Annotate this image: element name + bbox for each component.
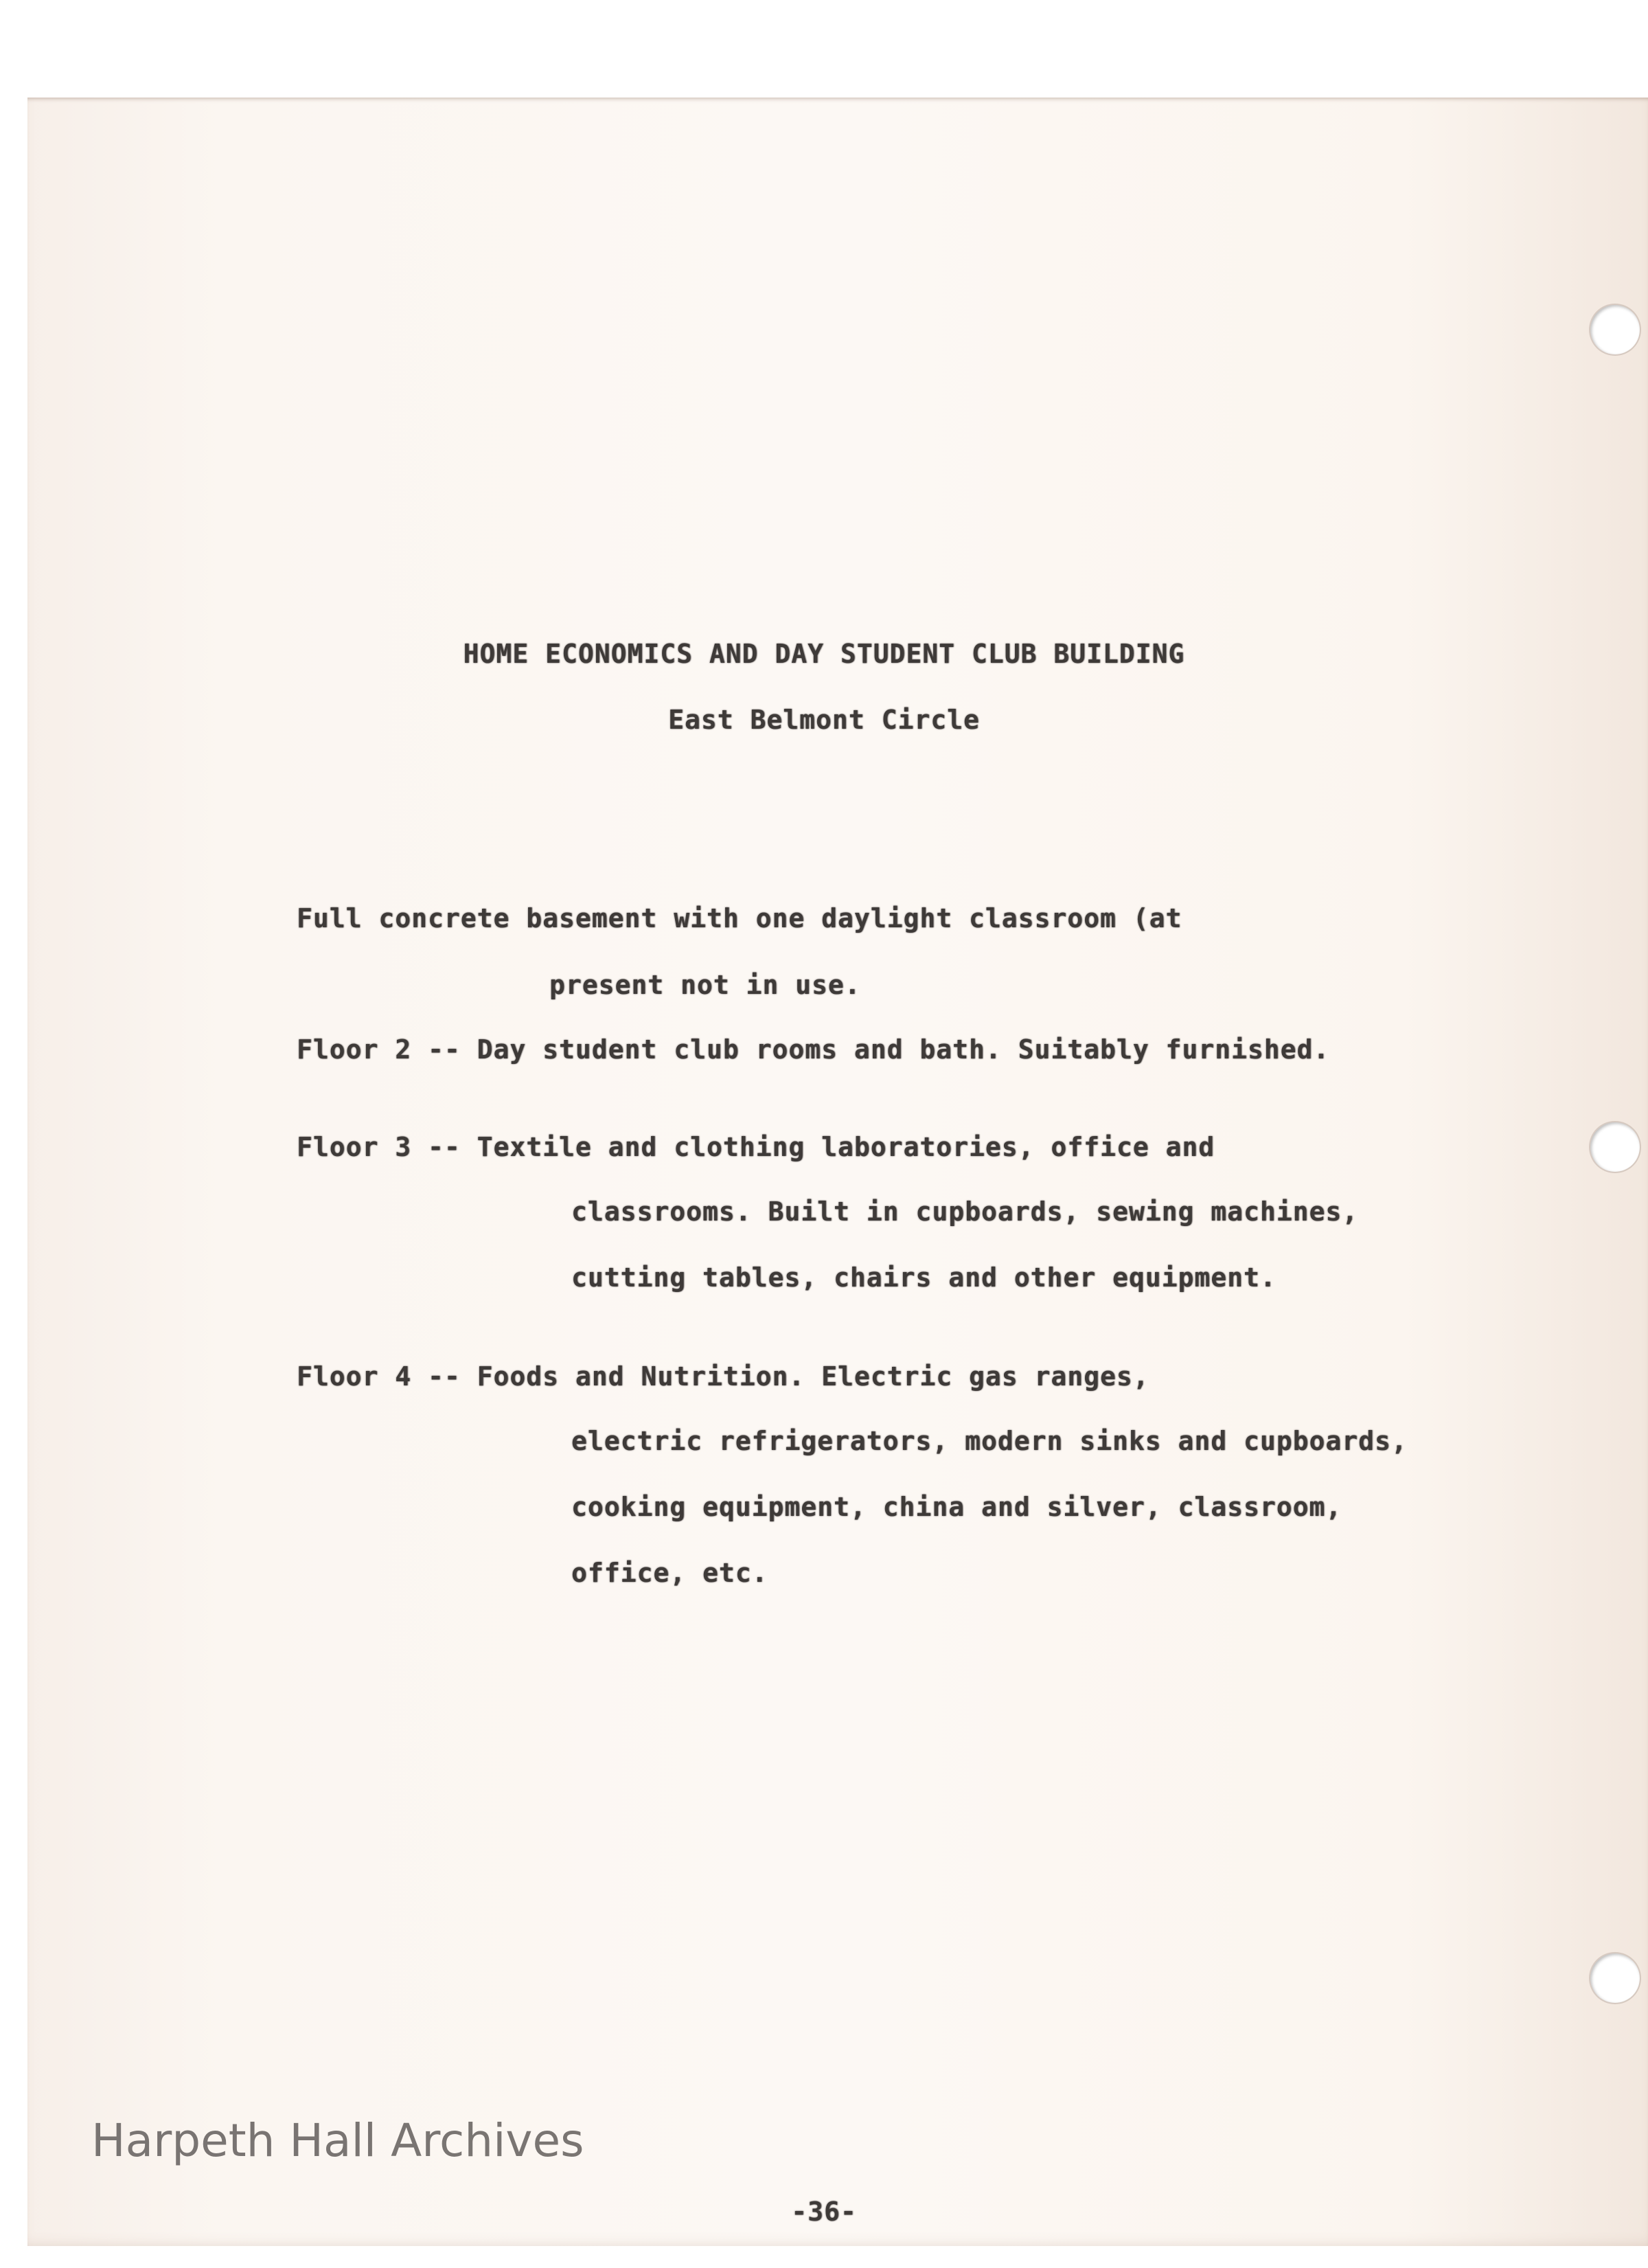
paragraph-floor-3-line-1: Floor 3 -- Textile and clothing laboratories, office and (297, 1132, 1215, 1162)
archive-watermark: Harpeth Hall Archives (91, 2114, 584, 2167)
paragraph-floor-4-line-1: Floor 4 -- Foods and Nutrition. Electric gas ranges, (297, 1361, 1149, 1392)
binder-hole-top (1590, 305, 1640, 354)
document-page (27, 98, 1648, 2246)
paragraph-floor-4-line-3: cooking equipment, china and silver, classroom, (571, 1492, 1342, 1522)
paragraph-floor-4-line-4: office, etc. (571, 1558, 768, 1588)
paragraph-floor-3-line-3: cutting tables, chairs and other equipment. (571, 1262, 1277, 1293)
page-number: -36- (791, 2197, 857, 2227)
paragraph-floor-4-line-2: electric refrigerators, modern sinks and cupboards, (571, 1426, 1408, 1456)
paragraph-floor-2-line-1: Floor 2 -- Day student club rooms and bath. Suitably furnished. (297, 1034, 1330, 1065)
document-subtitle: East Belmont Circle (668, 705, 980, 735)
paragraph-floor-3-line-2: classrooms. Built in cupboards, sewing machines, (571, 1197, 1359, 1227)
binder-hole-middle (1590, 1122, 1640, 1172)
paragraph-basement-line-1: Full concrete basement with one daylight classroom (at (297, 903, 1182, 933)
binder-hole-bottom (1590, 1953, 1640, 2003)
document-title: HOME ECONOMICS AND DAY STUDENT CLUB BUILDING (463, 639, 1185, 669)
paragraph-basement-line-2: present not in use. (549, 970, 861, 1000)
